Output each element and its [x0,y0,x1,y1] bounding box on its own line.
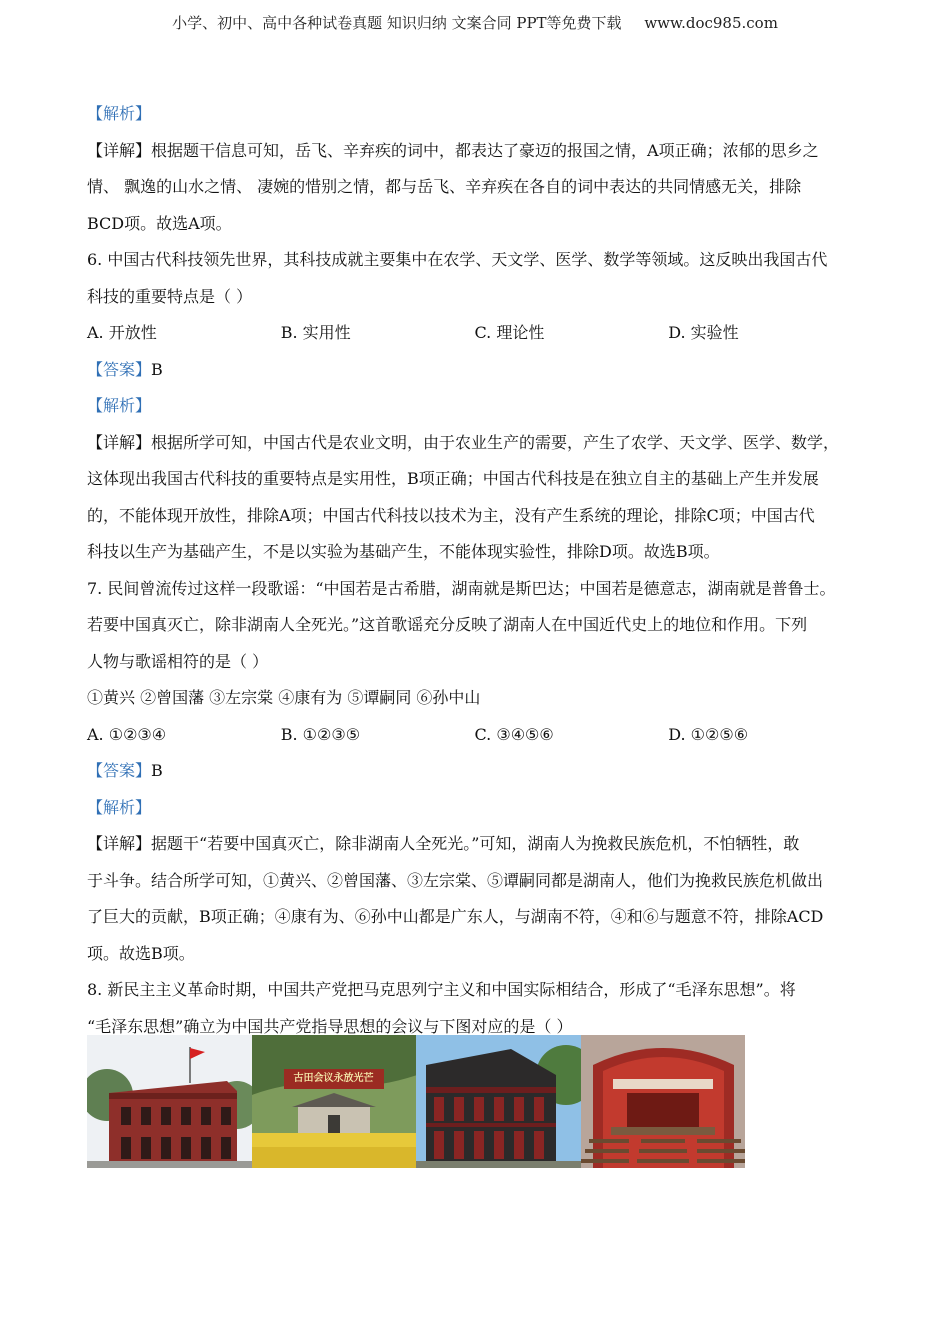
q6-detail-line-1: 【详解】根据所学可知，中国古代是农业文明，由于农业生产的需要，产生了农学、天文学、医学、数学， [87,432,840,452]
q6-answer-tag: 【答案】 [87,359,152,379]
q6-options [87,315,862,352]
q7-stem-line-2: 若要中国真灭亡，除非湖南人全死光。”这首歌谣充分反映了湖南人在中国近代史上的地位和作用。下列 [87,615,808,634]
q7-detail-tag: 【详解】 [87,834,152,853]
q7-detail-line-3: 了巨大的贡献，B项正确；④康有为、⑥孙中山都是广东人，与湖南不符，④和⑥与题意不符，排除ACD [87,907,824,926]
q7-answer [87,753,862,790]
q6-detail-tag: 【详解】 [87,432,152,452]
q7-detail-line-1: 【详解】据题干“若要中国真灭亡，除非湖南人全死光。”可知，湖南人为挽救民族危机，不怕牺牲，敢 [87,834,800,853]
q5-detail-line-3: BCD项。故选A项。 [87,213,232,233]
q7-detail-line-2: 于斗争。结合所学可知，①黄兴、②曾国藩、③左宗棠、⑤谭嗣同都是湖南人，他们为挽救民族危机做出 [87,870,824,890]
q7-answer-value: B [151,761,163,780]
header-text: 小学、初中、高中各种试卷真题 知识归纳 文案合同 PPT等免费下载 [172,14,622,32]
q6-stem-line-1: 6. 中国古代科技领先世界，其科技成就主要集中在农学、天文学、医学、数学等领域。这反映出我国古代 [87,250,828,269]
q7-options [87,717,862,754]
q6-answer [87,352,862,389]
q8-stem-line-1: 8. 新民主主义革命时期，中国共产党把马克思列宁主义和中国实际相结合，形成了“毛泽东思想”。将 [87,980,796,999]
q7-option-a: A. ①②③④ [87,724,167,744]
q8-photo2-sign: 古田会议永放光芒 [293,1073,374,1084]
page-header [0,12,950,33]
q5-detail-line-2: 情、 飘逸的山水之情、 凄婉的惜别之情，都与岳飞、辛弃疾在各自的词中表达的共同情感无关，排除 [87,177,802,196]
q7-answer-tag: 【答案】 [87,761,152,780]
q7-option-d: D. ①②⑤⑥ [668,724,749,744]
q6-option-a: A. 开放性 [87,323,157,342]
q6-analysis-tag: 【解析】 [87,396,152,415]
q7-option-c: C. ③④⑤⑥ [474,724,554,744]
q6-detail-line-2: 这体现出我国古代科技的重要特点是实用性，B项正确；中国古代科技是在独立自主的基础上产生并发展 [87,469,819,488]
q8-photo-meeting-hall [581,1035,746,1168]
q6-detail-line-4: 科技以生产为基础产生，不是以实验为基础产生，不能体现实验性，排除D项。故选B项。 [87,542,720,561]
q7-stem-line-1: 7. 民间曾流传过这样一段歌谣：“中国若是古希腊，湖南就是斯巴达；中国若是德意志，湖南就是普鲁士。 [87,578,836,598]
q8-photo-zunyi-building [416,1035,581,1168]
q7-analysis-tag: 【解析】 [87,797,152,817]
header-site: www.doc985.com [644,14,778,32]
q6-option-c: C. 理论性 [474,323,545,342]
q8-stem-line-2: “毛泽东思想”确立为中国共产党指导思想的会议与下图对应的是（ ） [87,1016,573,1036]
q5-analysis-tag: 【解析】 [87,104,152,123]
q5-detail-line-1: 【详解】根据题干信息可知，岳飞、辛弃疾的词中，都表达了豪迈的报国之情，A项正确；浓郁的思乡之 [87,140,819,160]
q6-stem-line-2: 科技的重要特点是（ ） [87,286,253,306]
q7-items: ①黄兴 ②曾国藩 ③左宗棠 ④康有为 ⑤谭嗣同 ⑥孙中山 [87,688,481,707]
q6-answer-value: B [151,359,163,379]
document-body [87,96,862,1045]
q7-stem-line-3: 人物与歌谣相符的是（ ） [87,651,269,671]
q6-detail-line-3: 的，不能体现开放性，排除A项；中国古代科技以技术为主，没有产生系统的理论，排除C项；中国古代 [87,505,815,525]
q6-option-d: D. 实验性 [668,323,739,342]
q7-option-b: B. ①②③⑤ [280,724,361,744]
q8-photo-gutian-hall [252,1035,417,1168]
q7-detail-line-4: 项。故选B项。 [87,943,195,963]
q8-photo-strip [87,1035,745,1168]
q8-photo-red-building [87,1035,252,1168]
q5-detail-tag: 【详解】 [87,140,152,160]
q6-option-b: B. 实用性 [280,323,351,342]
